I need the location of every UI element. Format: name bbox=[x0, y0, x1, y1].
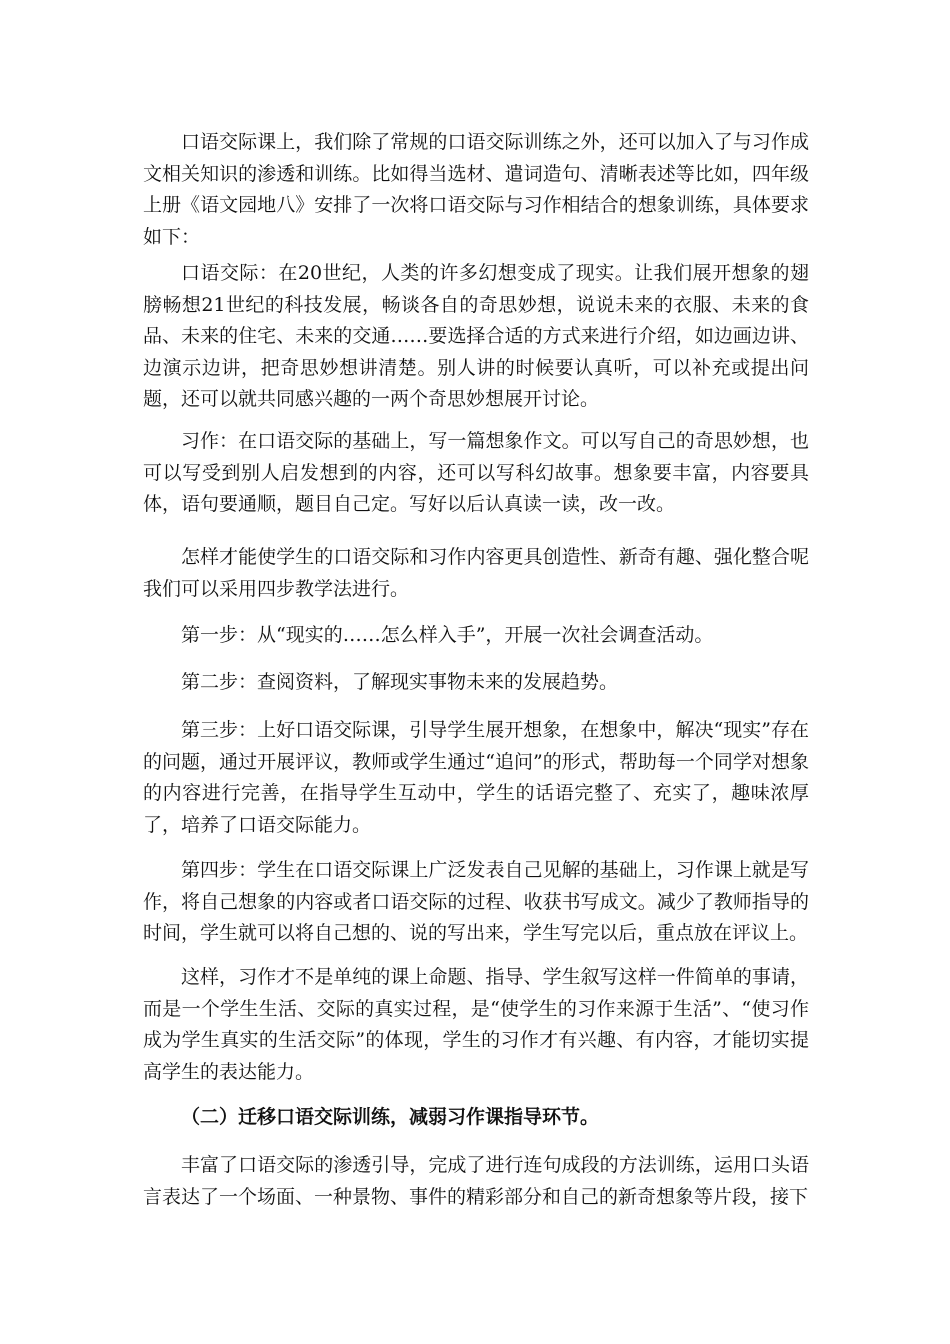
paragraph-step-two: 第二步：查阅资料，了解现实事物未来的发展趋势。 bbox=[181, 671, 619, 693]
paragraph-question: 怎样才能使学生的口语交际和习作内容更具创造性、新奇有趣、强化整合呢 我们可以采用四步教学法进行。 bbox=[143, 546, 809, 600]
paragraph-step-four: 第四步：学生在口语交际课上广泛发表自己见解的基础上，习作课上就是写作，将自己想象的内容或者口语交际的过程、收获书写成文。减少了教师指导的时间，学生就可以将自己想的、说的写出来，学生写完以后，重点放在评议上。 bbox=[143, 859, 809, 944]
paragraph-intro: 口语交际课上，我们除了常规的口语交际训练之外，还可以加入了与习作成文相关知识的渗透和训练。比如得当选材、遣词造句、清晰表述等比如，四年级上册《语文园地八》安排了一次将口语交际与习作相结合的想象训练，具体要求如下： bbox=[143, 131, 809, 248]
paragraph-step-one: 第一步：从“现实的……怎么样入手”，开展一次社会调查活动。 bbox=[181, 624, 714, 646]
paragraph-step-three: 第三步：上好口语交际课，引导学生展开想象，在想象中，解决“现实”存在的问题，通过开展评议，教师或学生通过“追问”的形式，帮助每一个同学对想象的内容进行完善，在指导学生互动中，学生的话语完整了、充实了，趣味浓厚了，培养了口语交际能力。 bbox=[143, 719, 809, 836]
section-heading: （二）迁移口语交际训练，减弱习作课指导环节。 bbox=[181, 1106, 600, 1128]
paragraph-writing-task: 习作：在口语交际的基础上，写一篇想象作文。可以写自己的奇思妙想，也可以写受到别人启发想到的内容，还可以写科幻故事。想象要丰富，内容要具体，语句要通顺，题目自己定。写好以后认真读一读，改一改。 bbox=[143, 430, 809, 515]
paragraph-section-body: 丰富了口语交际的渗透引导，完成了进行连句成段的方法训练，运用口头语言表达了一个场面、一种景物、事件的精彩部分和自己的新奇想象等片段，接下 bbox=[143, 1154, 809, 1208]
paragraph-conclusion: 这样，习作才不是单纯的课上命题、指导、学生叙写这样一件简单的事请，而是一个学生生活、交际的真实过程，是“使学生的习作来源于生活”、“使习作成为学生真实的生活交际”的体现，学生的习作才有兴趣、有内容，才能切实提高学生的表达能力。 bbox=[143, 966, 809, 1083]
paragraph-oral-task: 口语交际：在20世纪，人类的许多幻想变成了现实。让我们展开想象的翅膀畅想21世纪的科技发展，畅谈各自的奇思妙想，说说未来的衣服、未来的食品、未来的住宅、未来的交通……要选择合适的方式来进行介绍，如边画边讲、边演示边讲，把奇思妙想讲清楚。别人讲的时候要认真听，可以补充或提出问题，还可以就共同感兴趣的一两个奇思妙想展开讨论。 bbox=[143, 262, 809, 410]
